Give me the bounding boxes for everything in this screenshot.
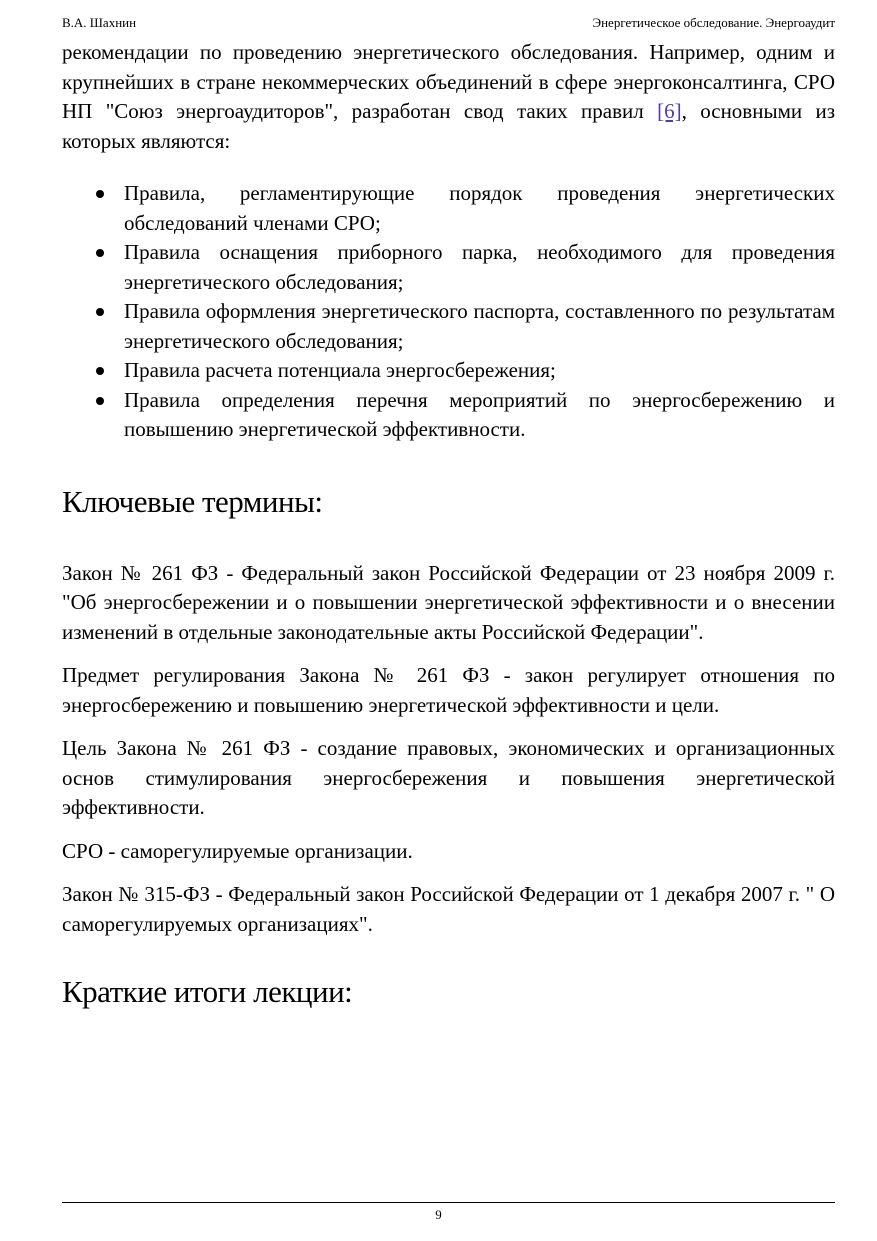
list-item	[62, 179, 835, 238]
header-author: В.А. Шахнин	[62, 15, 137, 30]
bullet-icon	[96, 367, 104, 375]
list-item	[62, 356, 835, 386]
list-item-text: Правила расчета потенциала энергосбережения;	[124, 358, 556, 382]
reference-link[interactable]: [6]	[657, 99, 682, 123]
list-item-text: Правила оформления энергетического паспорта, составленного по результатам энергетического обследования;	[124, 299, 835, 353]
term-paragraph: Закон № 315-ФЗ - Федеральный закон Российской Федерации от 1 декабря 2007 г. " О саморегулируемых организациях".	[62, 882, 835, 936]
term-paragraph: Предмет регулирования Закона № 261 ФЗ - закон регулирует отношения по энергосбережению и повышению энергетической эффективности и цели.	[62, 663, 835, 717]
term-paragraph: Закон № 261 ФЗ - Федеральный закон Российской Федерации от 23 ноября 2009 г. "Об энергосбережении и о повышении энергетической эффективности и о внесении изменений в отдельные законодательные акты Российской Федерации".	[62, 560, 835, 644]
rules-list	[62, 179, 835, 445]
list-item	[62, 297, 835, 356]
term-paragraph: Цель Закона № 261 ФЗ - создание правовых, экономических и организационных основ стимулирования энергосбережения и повышения энергетической эффективности.	[62, 736, 835, 819]
footer-divider	[62, 1202, 835, 1203]
summary-heading: Краткие итоги лекции:	[62, 974, 353, 1009]
page-number: 9	[435, 1207, 442, 1222]
page-content	[62, 38, 835, 1012]
bullet-icon	[96, 397, 104, 405]
header-course-title: Энергетическое обследование. Энергоаудит	[592, 15, 835, 30]
bullet-icon	[96, 190, 104, 198]
key-terms-section	[62, 559, 835, 940]
list-item-text: Правила, регламентирующие порядок проведения энергетических обследований членами СРО;	[124, 181, 835, 235]
list-item	[62, 386, 835, 445]
list-item-text: Правила определения перечня мероприятий по энергосбережению и повышению энергетической эффективности.	[124, 387, 835, 441]
intro-paragraph	[62, 38, 835, 156]
key-terms-heading: Ключевые термины:	[62, 483, 323, 519]
intro-text-before: рекомендации по проведению энергетического обследования. Например, одним и крупнейших в стране некоммерческих объединений в сфере энергоконсалтинга, СРО НП "Союз энергоаудиторов", разработан свод таких правил	[62, 40, 835, 123]
list-item-text: Правила оснащения приборного парка, необходимого для проведения энергетического обследования;	[124, 240, 835, 294]
bullet-icon	[96, 249, 104, 257]
term-paragraph: СРО - саморегулируемые организации.	[62, 838, 413, 863]
intro-text-after: , основными из которых являются:	[62, 99, 836, 153]
list-item	[62, 238, 835, 297]
page-header	[62, 14, 835, 32]
bullet-icon	[96, 308, 104, 316]
